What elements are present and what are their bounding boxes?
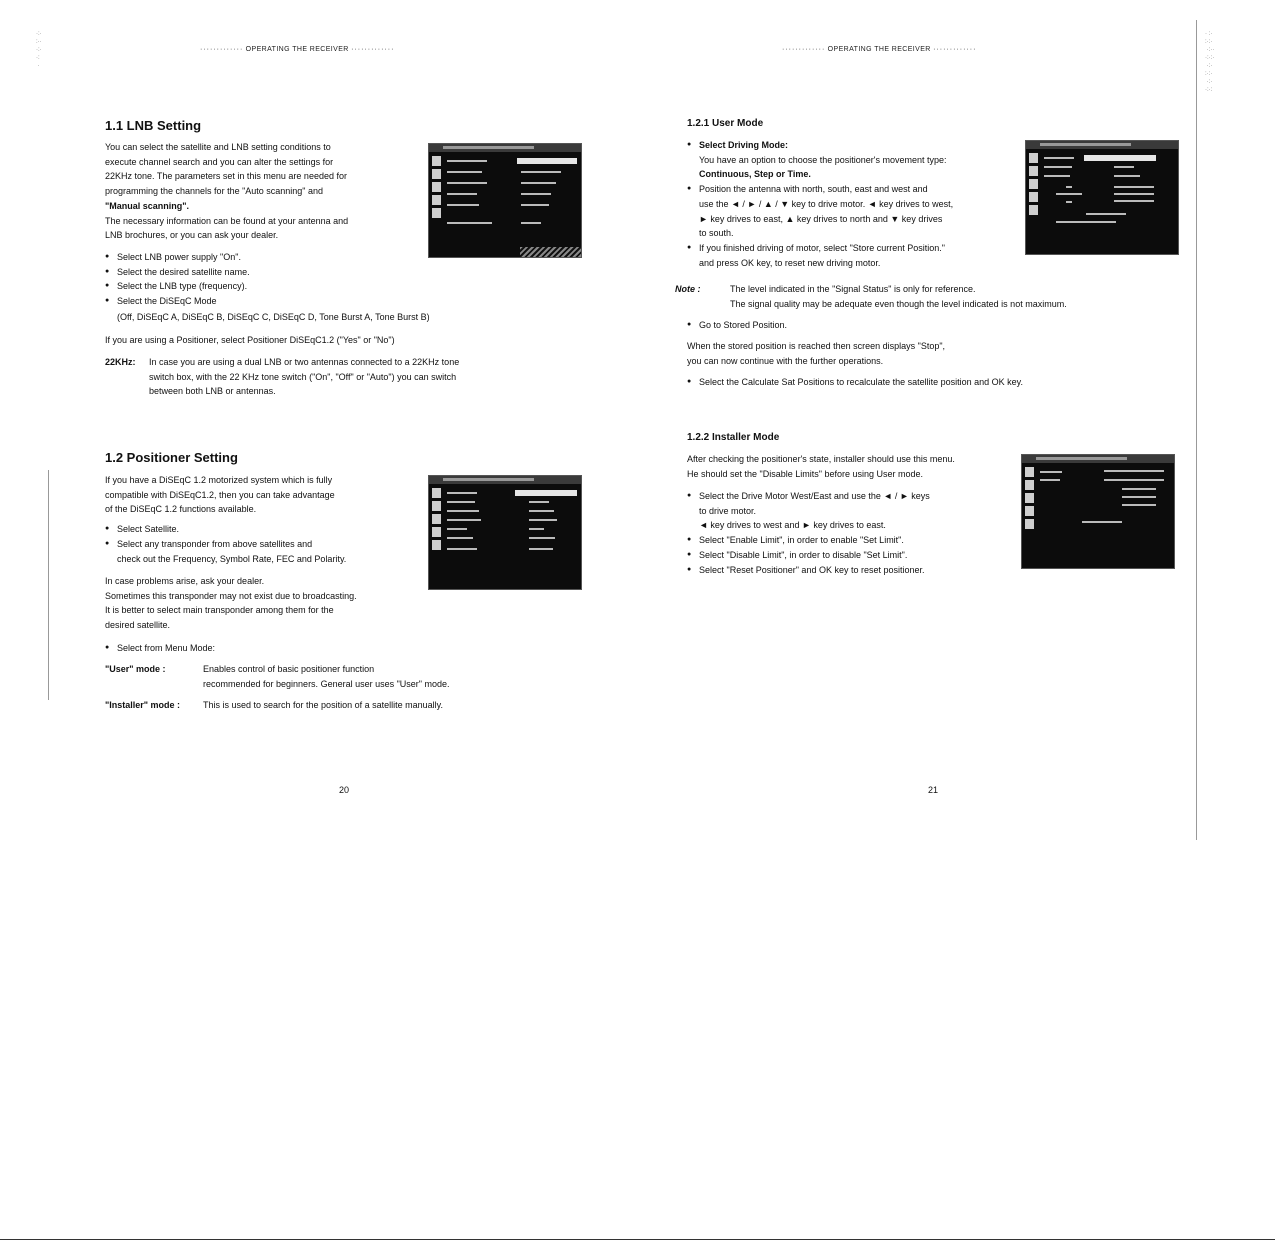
diseqc-options: (Off, DiSEqC A, DiSEqC B, DiSEqC C, DiSEqC D, Tone Burst A, Tone Burst B) — [117, 312, 430, 322]
page-bottom-rule — [0, 1239, 1275, 1240]
tone-22khz-term: 22KHz: — [105, 357, 136, 367]
scan-noise: ·:· :·· ·:· ·: · — [36, 31, 42, 69]
list-item: ● Select the DiSEqC Mode — [105, 294, 425, 309]
bullet-continuation: check out the Frequency, Symbol Rate, FEC and Polarity. — [117, 554, 347, 564]
section-title-positioner-setting: 1.2 Positioner Setting — [105, 450, 238, 465]
page-number-left: 20 — [339, 785, 350, 795]
intro-line: compatible with DiSEqC1.2, then you can take advantage — [105, 489, 335, 500]
stored-line: you can now continue with the further operations. — [687, 355, 884, 366]
intro-line: execute channel search and you can alter the settings for — [105, 156, 334, 167]
list-item: ● Select "Disable Limit", in order to disable "Set Limit". — [687, 548, 1027, 563]
positioner-intro — [105, 473, 415, 517]
driving-mode-options: Continuous, Step or Time. — [699, 169, 811, 180]
store-position-line: ● If you finished driving of motor, select "Store current Position." — [699, 242, 946, 253]
tone-22khz-row — [105, 355, 555, 399]
user-mode-term: "User" mode : — [105, 664, 166, 674]
list-item: ● Select the desired satellite name. — [105, 265, 425, 280]
note-row — [675, 282, 1195, 311]
installer-mode-term: "Installer" mode : — [105, 700, 181, 710]
list-item — [687, 138, 1027, 182]
running-header-right: ············· OPERATING THE RECEIVER ············· — [782, 46, 977, 53]
drive-motor-line: ● Select the Drive Motor West/East and use the ◄ / ► keys — [699, 491, 930, 501]
tone-line: switch box, with the 22 KHz tone switch ("On", "Off" or "Auto") you can switch — [149, 371, 457, 382]
list-item: ● Select LNB power supply "On". — [105, 250, 425, 265]
note-text — [730, 282, 1067, 311]
installer-mode-row — [105, 698, 525, 713]
margin-mark — [48, 470, 49, 700]
body-line: In case problems arise, ask your dealer. — [105, 576, 265, 586]
user-mode-text — [203, 662, 450, 691]
lnb-bullet-list — [105, 250, 425, 309]
menu-icons — [432, 488, 442, 553]
section-title-lnb-setting: 1.1 LNB Setting — [105, 118, 202, 133]
list-item — [687, 241, 1027, 270]
user-mode-screenshot — [1025, 140, 1179, 255]
list-item: ● Select "Enable Limit", in order to enable "Set Limit". — [687, 533, 1027, 548]
list-item: ● Select "Reset Positioner" and OK key to reset positioner. — [687, 563, 1027, 578]
list-item — [687, 489, 1027, 533]
running-header-text: OPERATING THE RECEIVER — [245, 46, 349, 53]
list-item: ● Go to Stored Position. — [687, 318, 1107, 333]
position-line: use the ◄ / ► / ▲ / ▼ key to drive motor. ◄ key drives to west, — [699, 198, 954, 209]
intro-line: He should set the "Disable Limits" before using User mode. — [687, 468, 924, 479]
user-mode-list — [687, 138, 1027, 270]
intro-line: of the DiSEqC 1.2 functions available. — [105, 504, 257, 515]
lnb-setting-screenshot — [428, 143, 582, 258]
list-item: ● Select from Menu Mode: — [105, 641, 425, 656]
menu-icons — [1029, 153, 1039, 218]
installer-mode-text: This is used to search for the position of a satellite manually. — [203, 700, 443, 710]
note-line: The level indicated in the "Signal Status" is only for reference. — [730, 284, 976, 294]
scan-noise: · :· :·:· ·:·· ·:·:· ·:· :·:· ·:· ·:·: — [1205, 31, 1215, 93]
drive-motor-cont: to drive motor. — [699, 505, 757, 516]
store-position-cont: and press OK key, to reset new driving motor. — [699, 257, 881, 268]
tone-22khz-text — [149, 355, 459, 399]
tone-line: In case you are using a dual LNB or two antennas connected to a 22KHz tone — [149, 357, 460, 367]
list-item: ● Select the Calculate Sat Positions to recalculate the satellite position and OK key. — [687, 375, 1207, 390]
body-line: It is better to select main transponder among them for the — [105, 605, 334, 616]
running-header-left: ············· OPERATING THE RECEIVER ············· — [200, 46, 395, 53]
note-term: Note : — [675, 284, 701, 294]
list-item: ● Select any transponder from above satellites and — [105, 537, 425, 552]
list-item: ● Select Satellite. — [105, 522, 425, 537]
section-title-user-mode: 1.2.1 User Mode — [687, 118, 764, 129]
intro-line: programming the channels for the "Auto scanning" and — [105, 186, 324, 197]
stored-position-text — [687, 339, 1107, 368]
position-line: to south. — [699, 228, 734, 239]
positioner-body — [105, 574, 425, 633]
installer-intro — [687, 452, 1027, 481]
page-number-right: 21 — [928, 785, 939, 795]
menu-icons — [432, 156, 442, 221]
section-title-installer-mode: 1.2.2 Installer Mode — [687, 432, 780, 443]
intro-line: LNB brochures, or you can ask your dealer. — [105, 230, 279, 241]
running-header-text: OPERATING THE RECEIVER — [827, 46, 931, 53]
installer-bullet-list — [687, 489, 1027, 577]
drive-motor-cont: ◄ key drives to west and ► key drives to east. — [699, 520, 886, 531]
list-item — [687, 182, 1027, 241]
note-line: The signal quality may be adequate even though the level indicated is not maximum. — [730, 298, 1067, 309]
positioner-note: If you are using a Positioner, select Positioner DiSEqC1.2 ("Yes" or "No") — [105, 335, 395, 345]
body-line: desired satellite. — [105, 620, 171, 631]
position-line: ► key drives to east, ▲ key drives to north and ▼ key drives — [699, 213, 943, 224]
tone-line: between both LNB or antennas. — [149, 386, 276, 397]
list-item: ● Select the LNB type (frequency). — [105, 279, 425, 294]
installer-mode-screenshot — [1021, 454, 1175, 569]
driving-mode-head: Select Driving Mode: — [699, 140, 789, 150]
intro-line: The necessary information can be found at your antenna and — [105, 215, 349, 226]
driving-mode-text: You have an option to choose the positioner's movement type: — [699, 154, 947, 165]
user-line: Enables control of basic positioner function — [203, 664, 375, 674]
intro-line: After checking the positioner's state, installer should use this menu. — [687, 454, 955, 464]
calc-list — [687, 375, 1207, 390]
position-line: ● Position the antenna with north, south, east and west and — [699, 184, 928, 195]
body-line: Sometimes this transponder may not exist due to broadcasting. — [105, 590, 357, 601]
menu-mode-list — [105, 641, 425, 656]
left-page — [0, 0, 637, 860]
positioner-setting-screenshot — [428, 475, 582, 590]
stored-line: When the stored position is reached then screen displays "Stop", — [687, 341, 946, 351]
intro-line: If you have a DiSEqC 1.2 motorized system which is fully — [105, 475, 333, 485]
user-mode-row — [105, 662, 525, 691]
user-line: recommended for beginners. General user uses "User" mode. — [203, 678, 450, 689]
intro-line: "Manual scanning". — [105, 200, 190, 211]
goto-list — [687, 318, 1107, 333]
positioner-bullet-list — [105, 522, 425, 551]
lnb-intro — [105, 140, 415, 243]
right-page — [637, 0, 1275, 860]
binding-edge-line — [1196, 20, 1197, 840]
intro-line: 22KHz tone. The parameters set in this menu are needed for — [105, 171, 347, 182]
intro-line: You can select the satellite and LNB setting conditions to — [105, 142, 331, 152]
